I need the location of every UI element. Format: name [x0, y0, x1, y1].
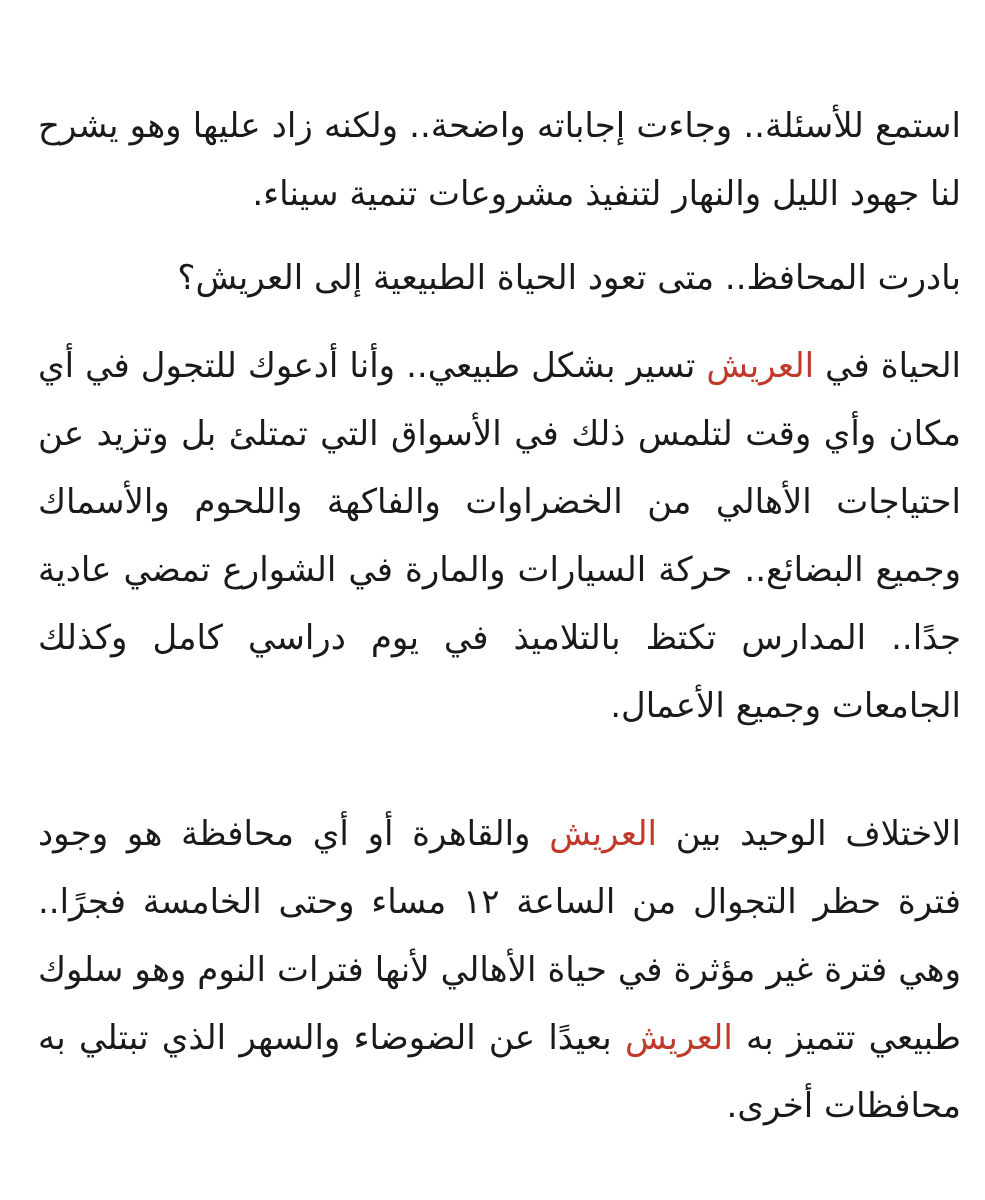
paragraph-text-before: الحياة في	[814, 346, 961, 386]
arish-link[interactable]: العريش	[549, 814, 657, 854]
paragraph-3	[38, 332, 961, 740]
arish-link[interactable]: العريش	[625, 1018, 733, 1058]
paragraph-text-middle: والقاهرة أو أي محافظة هو وجود فترة حظر التجوال من الساعة ١٢ مساء وحتى الخامسة فجرًا.. وهي فترة غير مؤثرة في حياة الأهالي لأنها فترات النوم وهو سلوك طبيعي تتميز به	[38, 814, 962, 1058]
paragraph-4	[38, 800, 961, 1140]
paragraph-1	[38, 92, 961, 228]
paragraph-text: بادرت المحافظ.. متى تعود الحياة الطبيعية إلى العريش؟	[177, 258, 961, 298]
paragraph-text-before: الاختلاف الوحيد بين	[657, 814, 961, 854]
arish-link[interactable]: العريش	[706, 346, 815, 386]
paragraph-text-after: بعيدًا عن الضوضاء والسهر الذي تبتلي به محافظات أخرى.	[38, 1018, 961, 1126]
paragraph-text: استمع للأسئلة.. وجاءت إجاباته واضحة.. ولكنه زاد عليها وهو يشرح لنا جهود الليل والنهار لتنفيذ مشروعات تنمية سيناء.	[38, 106, 961, 214]
paragraph-text-after: تسير بشكل طبيعي.. وأنا أدعوك للتجول في أي مكان وأي وقت لتلمس ذلك في الأسواق التي تمتلئ بل وتزيد عن احتياجات الأهالي من الخضراوات والفاكهة واللحوم والأسماك وجميع البضائع.. حركة السيارات والمارة في الشوارع تمضي عادية جدًا.. المدارس تكتظ بالتلاميذ في يوم دراسي كامل وكذلك الجامعات وجميع الأعمال.	[38, 346, 961, 726]
paragraph-2	[38, 244, 961, 312]
